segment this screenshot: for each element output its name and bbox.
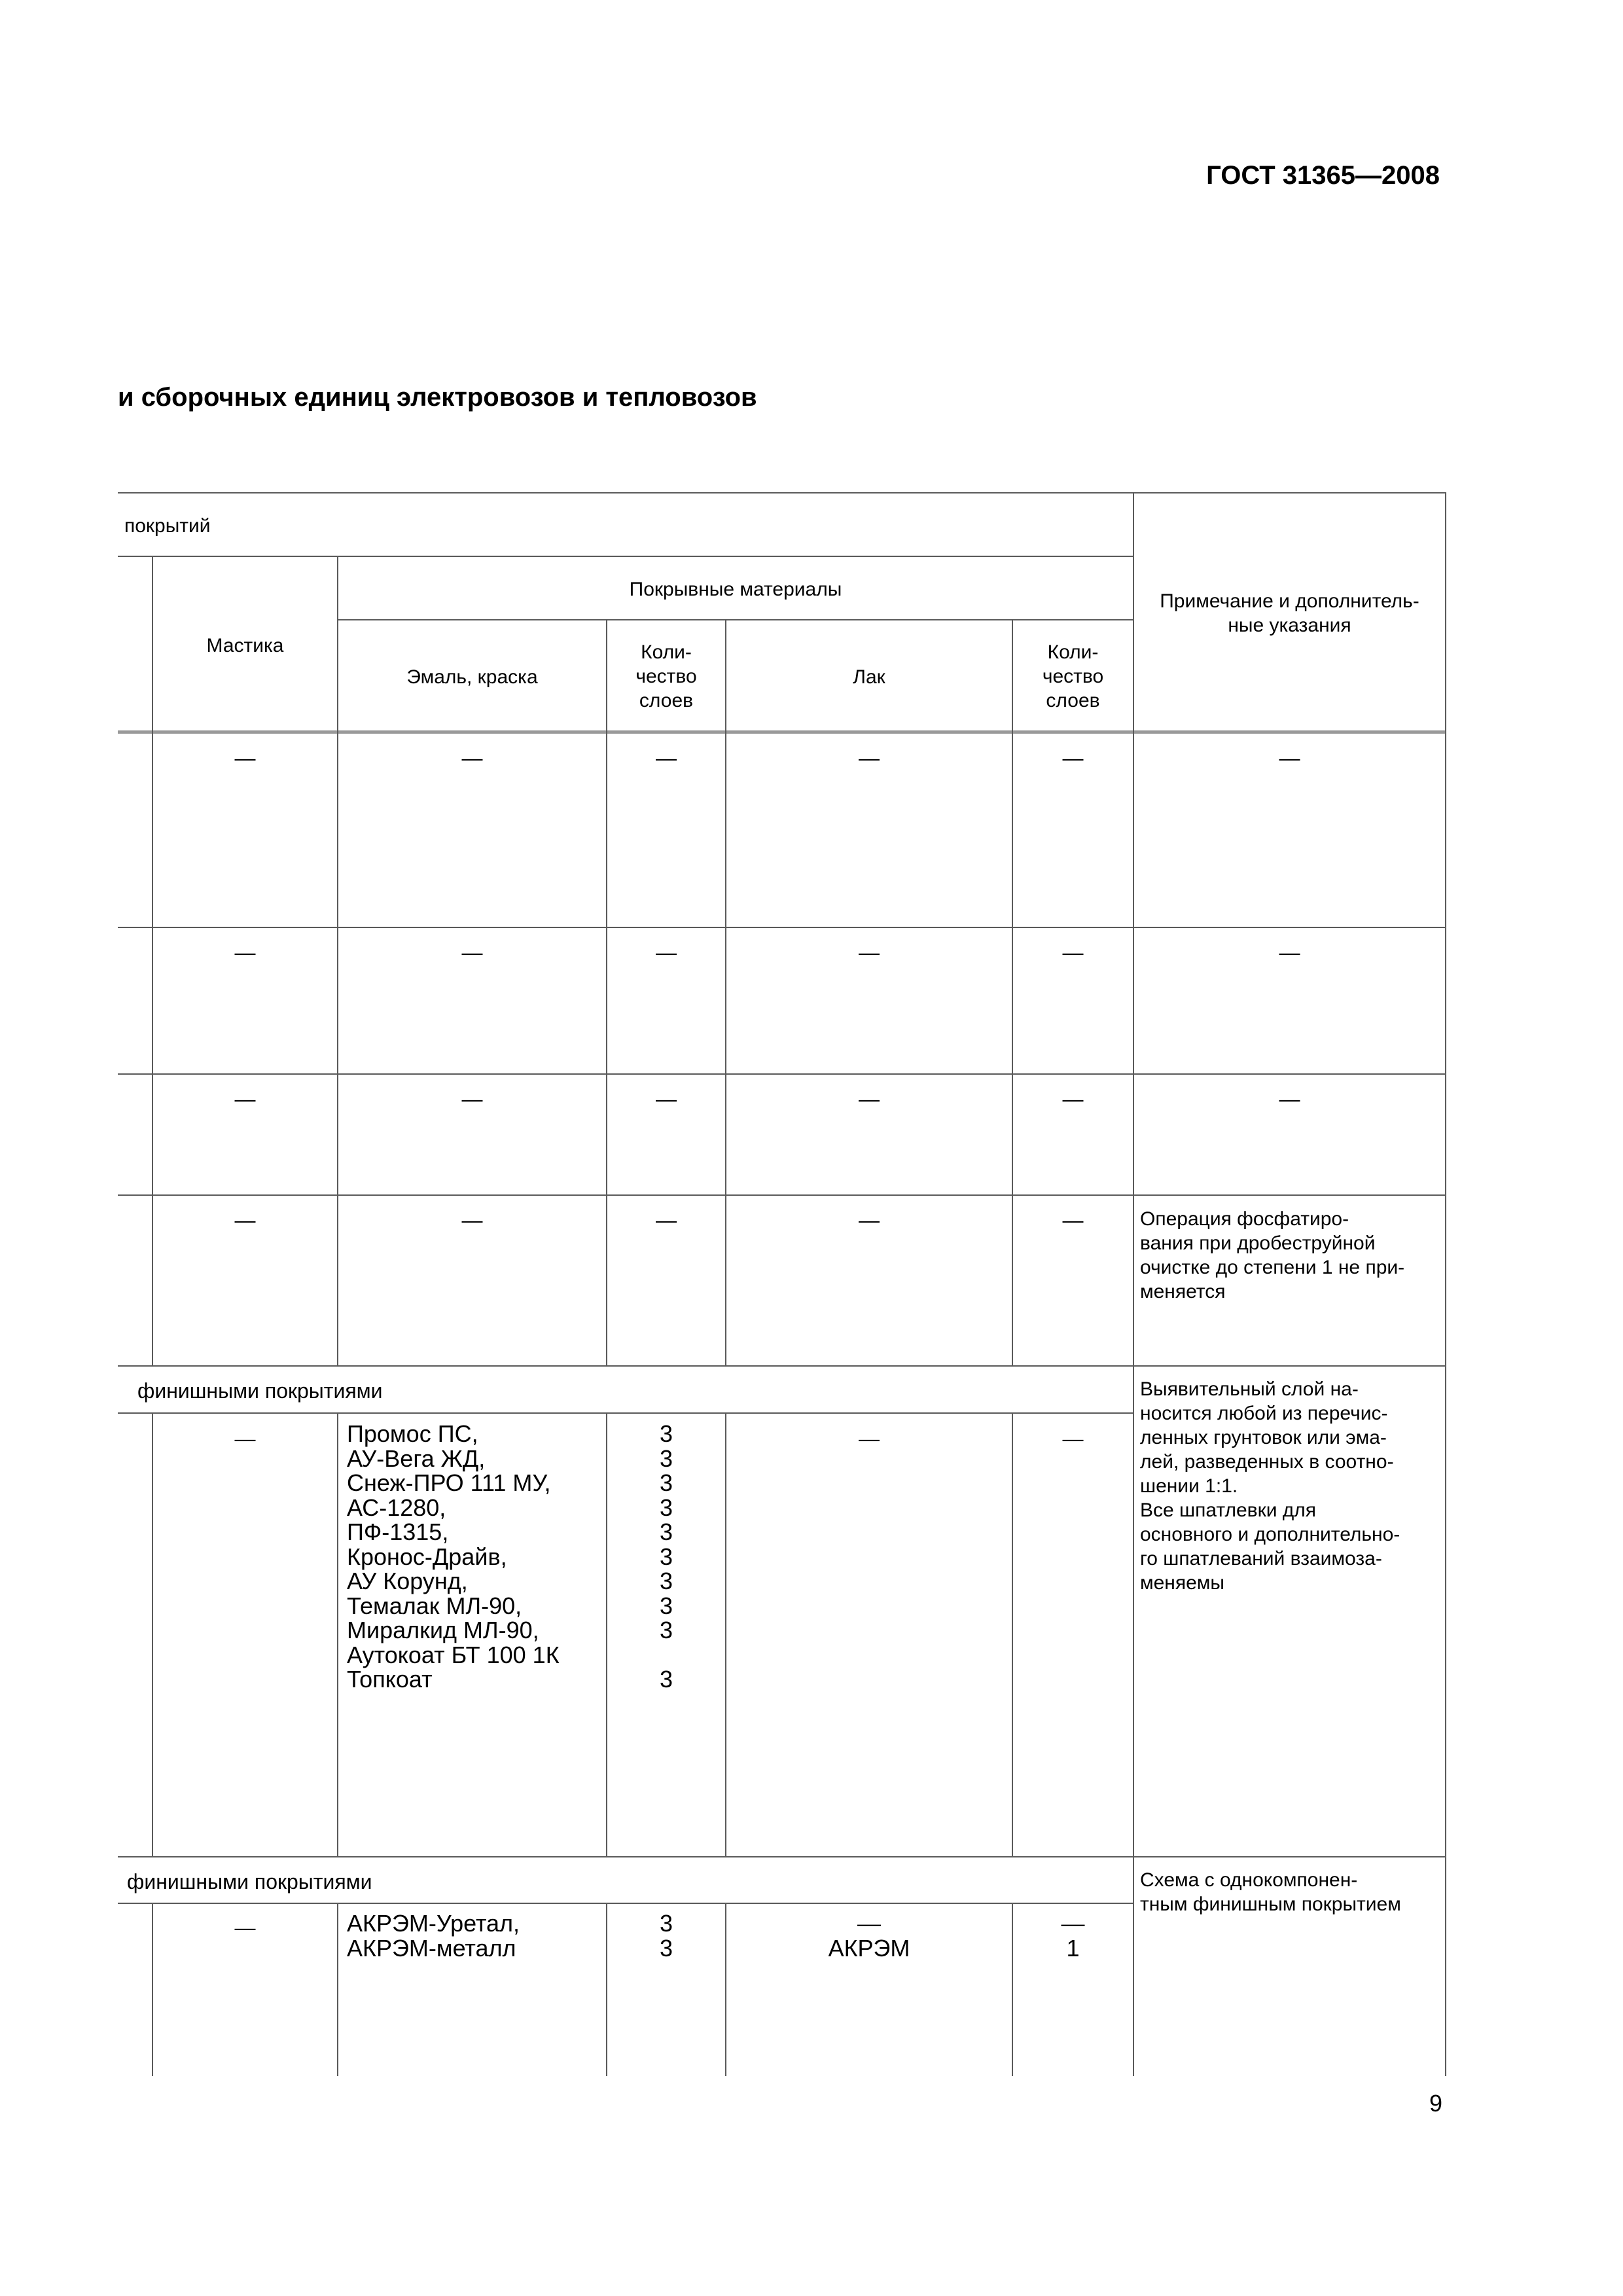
list-item: 3 bbox=[659, 1469, 673, 1496]
cell-note: — bbox=[1279, 1087, 1300, 1111]
cell-count2: — bbox=[1062, 1427, 1084, 1450]
list-item: Темалак МЛ-90, bbox=[347, 1592, 522, 1619]
cell-mastic: — bbox=[234, 1208, 256, 1232]
cell-enamel: — bbox=[461, 1208, 483, 1232]
list-item: 3 bbox=[659, 1910, 673, 1937]
layer-count-list bbox=[607, 1422, 725, 1692]
list-item: АС-1280, bbox=[347, 1494, 446, 1521]
layer-count-list bbox=[1013, 1911, 1133, 1960]
list-item: Кронос-Драйв, bbox=[347, 1543, 507, 1570]
list-item: АКРЭМ-металл bbox=[347, 1934, 516, 1962]
list-item: АКРЭМ-Уретал, bbox=[347, 1910, 520, 1937]
section-title: финишными покрытиями bbox=[137, 1379, 383, 1403]
list-item: — bbox=[1061, 1910, 1085, 1937]
list-item: Промос ПС, bbox=[347, 1420, 478, 1447]
list-item bbox=[607, 1643, 725, 1668]
list-item: Миралкид МЛ-90, bbox=[347, 1617, 539, 1643]
cell-mastic: — bbox=[234, 1087, 256, 1111]
cell-count2: — bbox=[1062, 941, 1084, 964]
list-item: 3 bbox=[659, 1420, 673, 1447]
list-item: 3 bbox=[659, 1592, 673, 1619]
enamel-list bbox=[347, 1911, 520, 1960]
list-item: АУ Корунд, bbox=[347, 1568, 468, 1594]
cell-lacquer: — bbox=[859, 1087, 880, 1111]
list-item: АУ-Вега ЖД, bbox=[347, 1444, 486, 1472]
list-item: 3 bbox=[659, 1568, 673, 1594]
header-count-layers-1: Коли- чество слоев bbox=[635, 641, 697, 711]
cell-count1: — bbox=[656, 1208, 677, 1232]
header-coatings-group: покрытий bbox=[124, 515, 211, 537]
list-item: Топкоат bbox=[347, 1666, 433, 1693]
header-count-layers-2: Коли- чество слоев bbox=[1042, 641, 1104, 711]
cell-enamel: — bbox=[461, 1087, 483, 1111]
list-item: 3 bbox=[659, 1444, 673, 1472]
cell-enamel: — bbox=[461, 941, 483, 964]
lacquer-list bbox=[726, 1911, 1012, 1960]
cell-mastic: — bbox=[234, 941, 256, 964]
cell-note: — bbox=[1279, 746, 1300, 770]
header-cover-materials: Покрывные материалы bbox=[629, 579, 842, 600]
cell-lacquer: — bbox=[859, 746, 880, 770]
list-item: Снеж-ПРО 111 МУ, bbox=[347, 1469, 551, 1496]
list-item: 1 bbox=[1066, 1934, 1080, 1962]
section-title: финишными покрытиями bbox=[127, 1870, 372, 1893]
list-item: 3 bbox=[659, 1934, 673, 1962]
table-heading: и сборочных единиц электровозов и тепловозов bbox=[118, 383, 757, 412]
document-code: ГОСТ 31365—2008 bbox=[1206, 161, 1440, 190]
cell-lacquer: — bbox=[859, 1208, 880, 1232]
page-number: 9 bbox=[1429, 2090, 1442, 2117]
layer-count-list bbox=[607, 1911, 725, 1960]
cell-count1: — bbox=[656, 1087, 677, 1111]
cell-count1: — bbox=[656, 941, 677, 964]
cell-enamel: — bbox=[461, 746, 483, 770]
cell-mastic: — bbox=[234, 746, 256, 770]
cell-count2: — bbox=[1062, 1087, 1084, 1111]
list-item: ПФ-1315, bbox=[347, 1518, 449, 1545]
list-item: 3 bbox=[659, 1518, 673, 1545]
list-item: АКРЭМ bbox=[828, 1934, 910, 1962]
cell-lacquer: — bbox=[859, 1427, 880, 1450]
cell-note: — bbox=[1279, 941, 1300, 964]
cell-lacquer: — bbox=[859, 941, 880, 964]
list-item: Аутокоат БТ 100 1К bbox=[347, 1641, 560, 1668]
cell-count1: — bbox=[656, 746, 677, 770]
enamel-list bbox=[347, 1422, 560, 1692]
list-item: 3 bbox=[659, 1543, 673, 1570]
header-lacquer: Лак bbox=[853, 666, 885, 688]
list-item: — bbox=[857, 1910, 881, 1937]
cell-mastic: — bbox=[234, 1916, 256, 1939]
cell-note-phosphating: Операция фосфатиро- вания при дробеструйной очистке до степени 1 не при- меняется bbox=[1140, 1208, 1405, 1302]
list-item: 3 bbox=[659, 1666, 673, 1693]
section-note: Схема с однокомпонен- тным финишным покрытием bbox=[1140, 1869, 1401, 1915]
cell-mastic: — bbox=[234, 1427, 256, 1450]
header-mastic: Мастика bbox=[206, 635, 284, 656]
cell-count2: — bbox=[1062, 1208, 1084, 1232]
header-notes: Примечание и дополнитель- ные указания bbox=[1160, 590, 1419, 636]
section-note: Выявительный слой на- носится любой из перечис- ленных грунтовок или эма- лей, разведенных в соотно- шении 1:1. Все шпатлевки для основного и дополнительно- го шпатлеваний взаимоза- меняемы bbox=[1140, 1378, 1400, 1594]
header-enamel: Эмаль, краска bbox=[406, 666, 538, 688]
cell-count2: — bbox=[1062, 746, 1084, 770]
list-item: 3 bbox=[659, 1494, 673, 1521]
list-item: 3 bbox=[659, 1617, 673, 1643]
